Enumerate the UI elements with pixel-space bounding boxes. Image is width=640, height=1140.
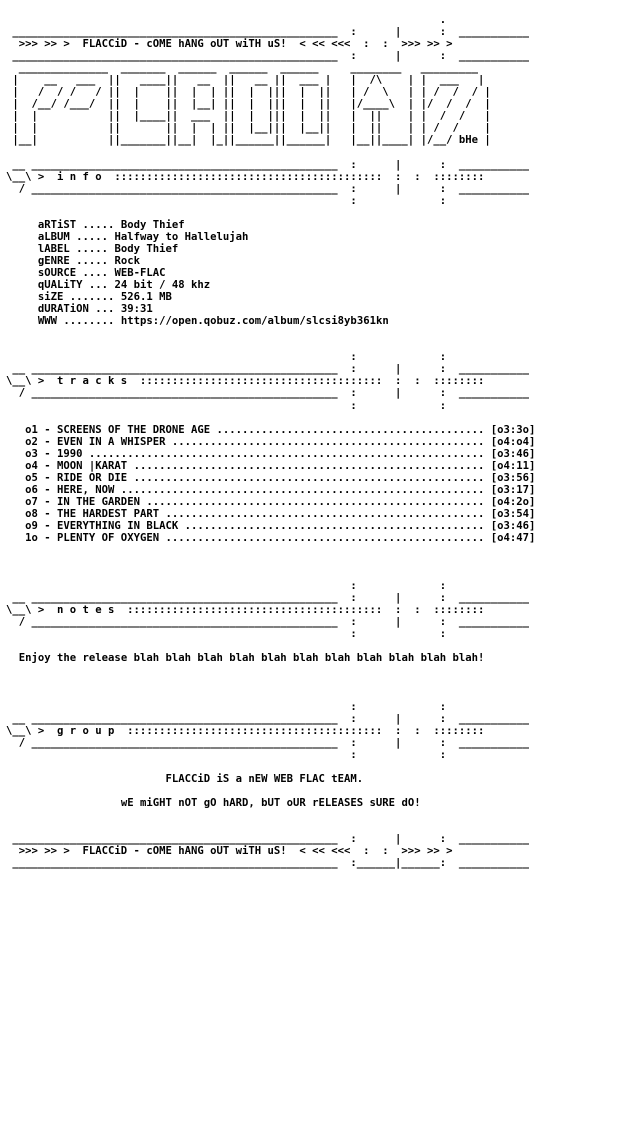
track-row: [6, 436, 638, 448]
tracklist: [6, 424, 638, 544]
track-row: [6, 520, 638, 532]
section-rule: : : __ ________________________________________________ : | : ___________: [12, 700, 529, 725]
info-section: [6, 219, 638, 327]
info-value: WEB-FLAC: [114, 266, 166, 279]
track-row: [6, 460, 638, 472]
info-row-album: [6, 231, 638, 243]
info-value: 24 bit / 48 khz: [114, 279, 211, 292]
info-row-size: [6, 291, 638, 303]
track-row: [6, 532, 638, 544]
track-row: [6, 508, 638, 520]
banner-top-rule: . ___________________________________________________ : | : ___________: [12, 14, 529, 39]
track-line: o5 - RIDE OR DIE ....................................................... [o3:56]: [25, 471, 536, 484]
track-line: o1 - SCREENS OF THE DRONE AGE .......................................... [o3:3o]: [25, 423, 536, 436]
info-value: Body Thief: [120, 218, 185, 231]
group-line-2: [6, 797, 638, 809]
notes-line: Enjoy the release blah blah blah blah blah blah blah blah blah blah blah!: [18, 652, 485, 665]
track-line: o9 - EVERYTHING IN BLACK ............................................... [o3:46]: [25, 519, 536, 532]
track-line: o2 - EVEN IN A WHISPER ................................................. [o4:o4]: [25, 435, 536, 448]
info-row-label: [6, 243, 638, 255]
banner-bottom: >>> >> > FLACCiD - cOME hANG oUT wiTH uS! < << <<< : : >>> >> >: [6, 845, 453, 858]
track-line: o7 - IN THE GARDEN ..................................................... [o4:2o]: [25, 495, 536, 508]
track-line: o8 - THE HARDEST PART .................................................. [o3:54]: [25, 507, 536, 520]
track-row: [6, 448, 638, 460]
info-row-artist: [6, 219, 638, 231]
track-line: o4 - MOON |KARAT ....................................................... [o4:11]: [25, 459, 536, 472]
info-value: 39:31: [120, 303, 153, 316]
banner-top: >>> >> > FLACCiD - cOME hANG oUT wiTH uS! < << <<< : : >>> >> >: [6, 38, 453, 51]
notes-header: \__\ > n o t e s :::::::::::::::::::::::::::::::::::::::: : : ::::::::: [6, 604, 485, 617]
section-rule: / ________________________________________________ : | : ___________ : :: [18, 182, 529, 207]
section-rule: __ ________________________________________________ : | : ___________: [12, 158, 529, 171]
section-rule: / ________________________________________________ : | : ___________ : :: [18, 736, 529, 761]
track-row: [6, 496, 638, 508]
track-row: [6, 472, 638, 484]
info-header: \__\ > i n f o :::::::::::::::::::::::::::::::::::::::::: : : ::::::::: [6, 170, 485, 183]
banner-bottom-rule-bottom: ___________________________________________________ :______|______: ___________: [6, 857, 529, 870]
info-label: qUALiTY ...: [37, 279, 109, 292]
info-label: gENRE .....: [37, 254, 109, 267]
info-value: Body Thief: [114, 242, 179, 255]
info-label: WWW ........: [37, 315, 115, 328]
info-value: 526.1 MB: [120, 291, 172, 304]
info-label: aRTiST .....: [37, 218, 115, 231]
info-value: Rock: [114, 254, 140, 267]
info-label: siZE .......: [37, 291, 115, 304]
info-row-quality: [6, 279, 638, 291]
group-text: FLACCiD iS a nEW WEB FLAC tEAM.: [165, 772, 364, 785]
section-rule: / ________________________________________________ : | : ___________ : :: [18, 616, 529, 641]
track-row: [6, 424, 638, 436]
info-row-duration: [6, 303, 638, 315]
group-text: wE miGHT nOT gO hARD, bUT oUR rELEASES sURE dO!: [120, 797, 421, 810]
track-line: 1o - PLENTY OF OXYGEN .................................................. [o4:47]: [25, 532, 536, 545]
info-row-genre: [6, 255, 638, 267]
info-label: lABEL .....: [37, 242, 109, 255]
info-row-source: [6, 267, 638, 279]
banner-top-rule-bottom: ___________________________________________________ : | : ___________: [12, 50, 529, 63]
group-header: \__\ > g r o u p :::::::::::::::::::::::::::::::::::::::: : : ::::::::: [6, 724, 485, 737]
info-label: dURATiON ...: [37, 303, 115, 316]
flaccid-logo: ______________ _______ ______ ______ ______ ________ _________ | __ ___ || ____|| __ || __ || ___ | | /\ | | ___ | | / / / / || | || | | || | ||| | || | / \ | | / / / | | /__/ /___/ || | || |__| || | ||| | || |/____\ | |/ / / | | | || |____|| ___ || | ||| | || | || | | / / | | | || || | | || |__||| |__|| | || | | / / | |__| ||_______||__| |_||______||______| |__||____| |/__/ bHe |: [12, 62, 491, 147]
tracks-header: \__\ > t r a c k s :::::::::::::::::::::::::::::::::::::: : : ::::::::: [6, 375, 485, 388]
section-rule: / ________________________________________________ : | : ___________ : :: [18, 387, 529, 412]
info-label: aLBUM .....: [37, 230, 109, 243]
group-line-1: [6, 773, 638, 785]
track-line: o6 - HERE, NOW ......................................................... [o3:17]: [25, 483, 536, 496]
banner-bottom-rule: ___________________________________________________ : | : ___________: [12, 833, 529, 846]
notes-text: [6, 652, 638, 664]
info-row-www: [6, 315, 638, 327]
nfo-document: [6, 14, 638, 869]
track-line: o3 - 1990 .............................................................. [o3:46]: [25, 447, 536, 460]
track-row: [6, 484, 638, 496]
info-value: Halfway to Hallelujah: [114, 230, 249, 243]
info-label: sOURCE ....: [37, 266, 109, 279]
section-rule: : : __ ________________________________________________ : | : ___________: [12, 580, 529, 605]
section-rule: : : __ ________________________________________________ : | : ___________: [12, 351, 529, 376]
info-link[interactable]: https://open.qobuz.com/album/slcsi8yb361kn: [120, 315, 389, 328]
